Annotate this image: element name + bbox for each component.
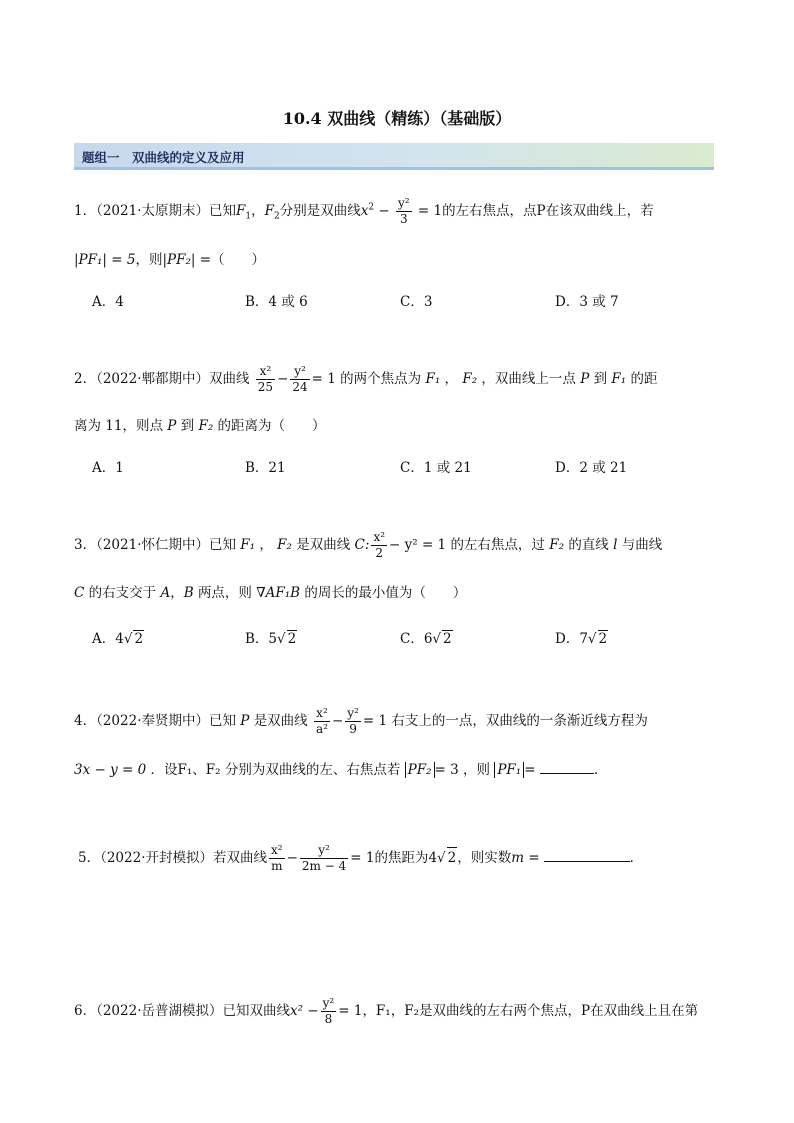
question-6-line-1: 6．（2022·岳普湖模拟）已知双曲线x² − $\frac{\text{y²}}{8}$ = 1，F₁，F₂是双曲线的左右两个焦点，P在双曲线上且在第: [74, 996, 699, 1026]
question-4-line-2: 3x − y = 0 ．设F₁、F₂ 分别为双曲线的左、右焦点若 PF₂ = 3 ，则 PF₁ = .: [74, 762, 599, 778]
fraction: $\frac{\text{y²}}{24}$: [292, 364, 308, 394]
fraction: $\frac{\text{y²}}{9}$: [347, 706, 359, 736]
fraction: $\frac{\text{x²}}{\text{a²}}$: [315, 706, 328, 736]
question-5-line-1: 5．（2022·开封模拟）若双曲线 $\frac{\text{x²}}{m}$ − $\frac{\text{y²}}{2m - 4}$ = 1的焦距为4√ 2，则实数m = ．: [78, 843, 644, 873]
question-1-option-b[interactable]: B．4 或 6: [245, 294, 308, 310]
fraction: $\frac{\text{x²}}{25}$: [257, 364, 274, 394]
question-3-option-d[interactable]: D．7√ 2: [555, 631, 608, 647]
fraction: $\frac{\text{y²}}{3}$: [397, 196, 410, 226]
question-1-line-2: |PF₁| = 5，则|PF₂| =（ ）: [74, 252, 266, 268]
fraction: $\frac{\text{x²}}{2}$: [373, 530, 386, 560]
question-1-option-d[interactable]: D．3 或 7: [555, 294, 619, 310]
section-title: 题组一 双曲线的定义及应用: [82, 150, 245, 165]
answer-blank[interactable]: [544, 861, 630, 862]
fraction: $\frac{\text{y²}}{2m - 4}$: [301, 843, 347, 873]
fraction: $\frac{\text{y²}}{8}$: [322, 996, 335, 1026]
question-2-line-1: 2．（2022·郫都期中）双曲线 $\frac{\text{x²}}{25}$ − $\frac{\text{y²}}{24}$ = 1 的两个焦点为 F₁ ， F₂ ，双曲线上一点 P 到 F₁ 的距: [74, 364, 658, 394]
question-2-option-d[interactable]: D．2 或 21: [555, 460, 628, 476]
question-2-option-c[interactable]: C．1 或 21: [400, 460, 472, 476]
question-1-option-a[interactable]: A．4: [92, 294, 124, 310]
answer-blank[interactable]: [540, 773, 594, 774]
question-3-line-2: C 的右支交于 A，B 两点，则 ∇AF₁B 的周长的最小值为（ ）: [74, 585, 467, 601]
question-3-line-1: 3．（2021·怀仁期中）已知 F₁ ， F₂ 是双曲线 C: $\frac{\text{x²}}{2}$ − y² = 1 的左右焦点，过 F₂ 的直线 l 与曲线: [74, 530, 663, 560]
section-header: [74, 143, 714, 170]
question-2-option-b[interactable]: B．21: [245, 460, 286, 476]
question-2-line-2: 离为 11，则点 P 到 F₂ 的距离为（ ）: [74, 418, 326, 434]
question-3-option-a[interactable]: A．4√ 2: [92, 631, 144, 647]
question-2-option-a[interactable]: A．1: [92, 460, 124, 476]
question-1-line-1: 1．（2021·太原期末）已知$F_1$，$F_2$分别是双曲线$x^2$ − $\frac{\text{y²}}{3}$ = 1的左右焦点，点P在该双曲线上，若: [74, 196, 654, 226]
question-1-option-c[interactable]: C．3: [400, 294, 433, 310]
question-4-line-1: 4．（2022·奉贤期中）已知 P 是双曲线 $\frac{\text{x²}}{\text{a²}}$ − $\frac{\text{y²}}{9}$ = 1 右支上的一点，双曲线的一条渐近线方程为: [74, 706, 648, 736]
question-3-option-b[interactable]: B．5√ 2: [245, 631, 297, 647]
page-title: 10.4 双曲线（精练）（基础版）: [282, 109, 512, 128]
question-3-option-c[interactable]: C．6√ 2: [400, 631, 452, 647]
fraction: $\frac{\text{x²}}{m}$: [271, 843, 283, 873]
